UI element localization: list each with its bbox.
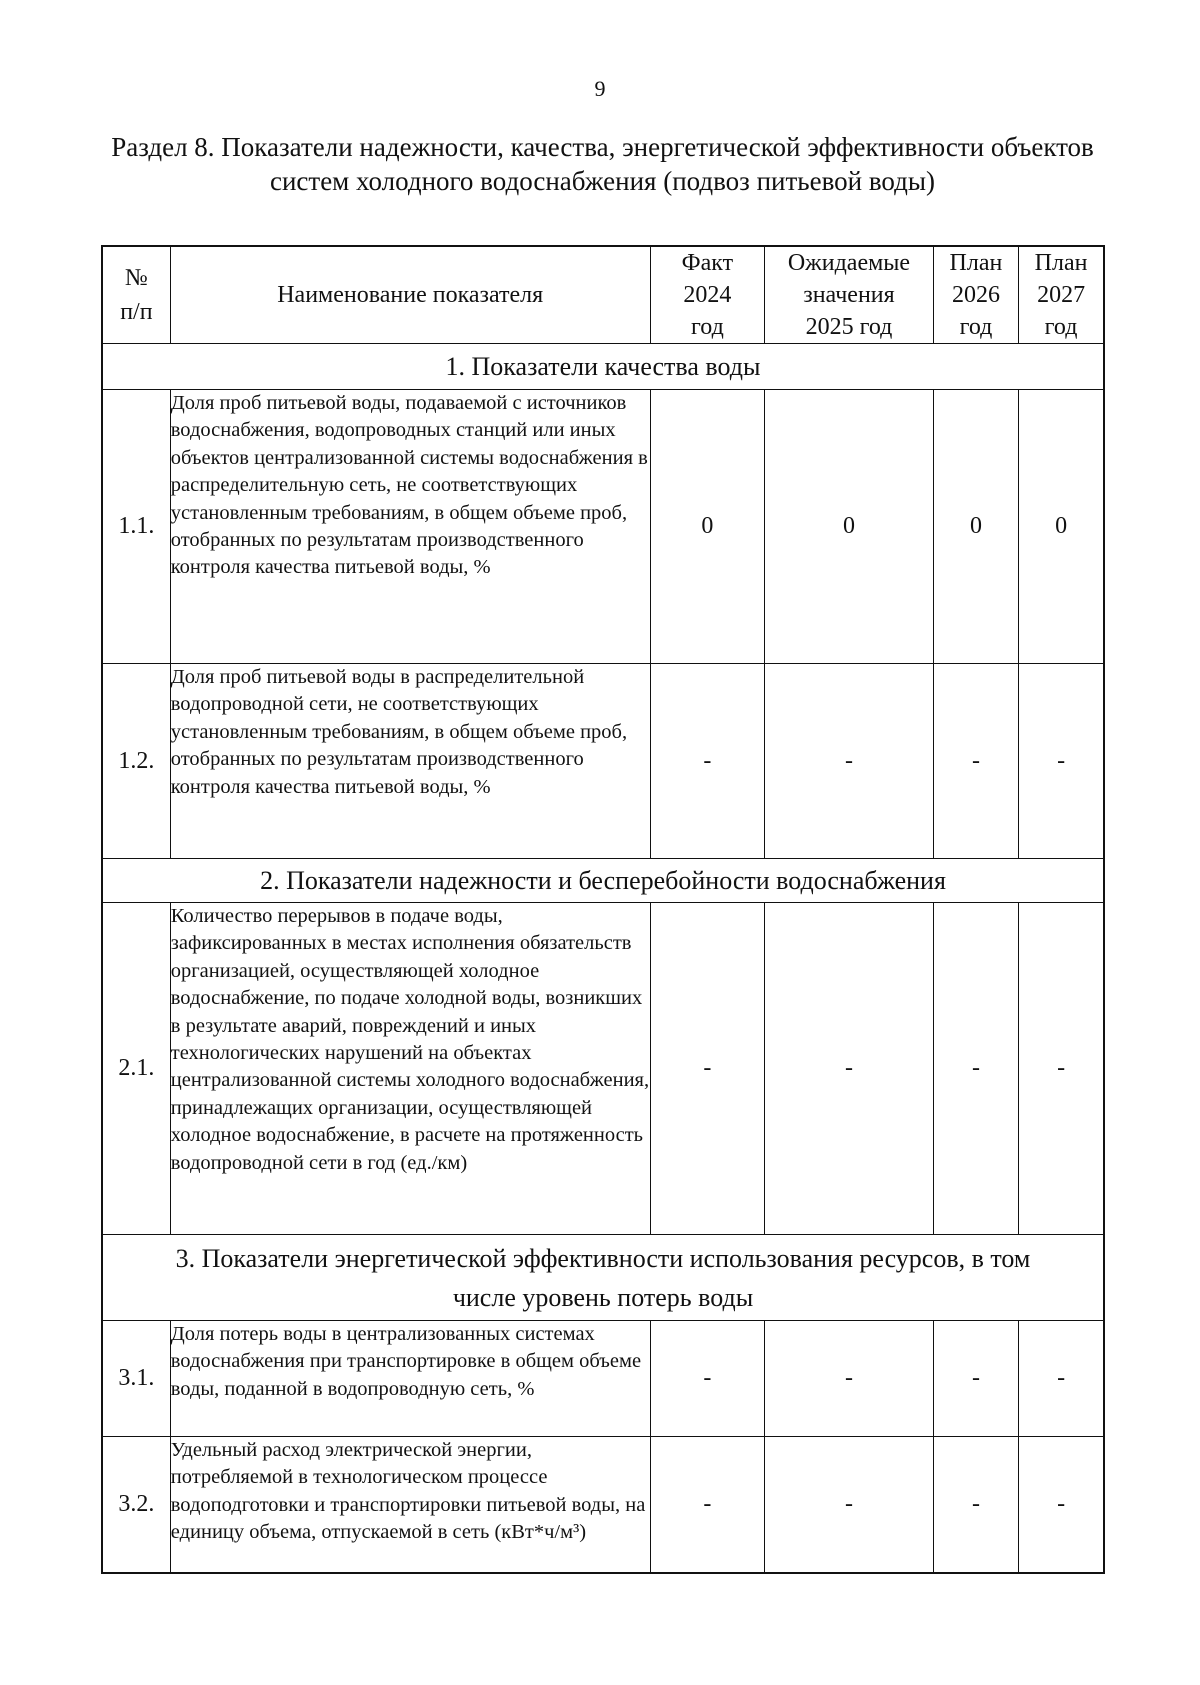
table-header-row [102, 246, 1104, 344]
header-plan2026-line-2: 2026 [951, 282, 1000, 308]
header-num-line-1: № [124, 265, 148, 291]
header-plan-2027 [1019, 246, 1104, 344]
value-expected-2025: - [765, 1321, 934, 1437]
value-plan-2027: 0 [1019, 390, 1104, 664]
value-fact-2024: - [650, 1321, 764, 1437]
row-number: 1.1. [102, 390, 170, 664]
table-row [102, 1437, 1104, 1573]
indicator-name: Доля проб питьевой воды в распределительной водопроводной сети, не соответствующих установленным требованиям, в общем объеме проб, отобранных по результатам производственного контроля качества питьевой воды, % [170, 664, 650, 859]
heading-line-1: Раздел 8. Показатели надежности, качества, энергетической эффективности объектов [111, 132, 1094, 162]
table-row [102, 390, 1104, 664]
table-row [102, 903, 1104, 1235]
section-heading [80, 130, 1125, 198]
table-row [102, 664, 1104, 859]
section-row [102, 344, 1104, 390]
value-plan-2027: - [1019, 903, 1104, 1235]
value-fact-2024: - [650, 903, 764, 1235]
value-plan-2027: - [1019, 664, 1104, 859]
value-plan-2027: - [1019, 1437, 1104, 1573]
header-fact-line-2: 2024 [683, 282, 732, 308]
header-plan2027-line-2: 2027 [1037, 282, 1086, 308]
value-expected-2025: - [765, 664, 934, 859]
header-plan2027-line-1: План [1034, 250, 1088, 276]
header-expected-2025 [765, 246, 934, 344]
header-expected-line-2: значения [803, 282, 895, 308]
header-plan2027-line-3: год [1044, 314, 1078, 340]
value-expected-2025: - [765, 903, 934, 1235]
value-plan-2026: 0 [933, 390, 1018, 664]
indicators-table [101, 245, 1105, 1574]
value-expected-2025: 0 [765, 390, 934, 664]
indicator-name: Удельный расход электрической энергии, потребляемой в технологическом процессе водоподготовки и транспортировки питьевой воды, на единицу объема, отпускаемой в сеть (кВт*ч/м³) [170, 1437, 650, 1573]
value-fact-2024: - [650, 664, 764, 859]
section-row [102, 1235, 1104, 1321]
row-number: 2.1. [102, 903, 170, 1235]
table-row [102, 1321, 1104, 1437]
header-plan2026-line-3: год [959, 314, 993, 340]
indicator-name: Доля проб питьевой воды, подаваемой с источников водоснабжения, водопроводных станций или иных объектов централизованной системы водоснабжения в распределительную сеть, не соответствующих установленным требованиям, в общем объеме проб, отобранных по результатам производственного контроля качества питьевой воды, % [170, 390, 650, 664]
value-plan-2026: - [933, 903, 1018, 1235]
row-number: 1.2. [102, 664, 170, 859]
indicator-name: Количество перерывов в подаче воды, зафиксированных в местах исполнения обязательств организацией, осуществляющей холодное водоснабжение, по подаче холодной воды, возникших в результате аварий, повреждений и иных технологических нарушений на объектах централизованной системы холодного водоснабжения, принадлежащих организации, осуществляющей холодное водоснабжение, в расчете на протяженность водопроводной сети в год (ед./км) [170, 903, 650, 1235]
row-number: 3.2. [102, 1437, 170, 1573]
header-fact-line-3: год [691, 314, 724, 340]
row-number: 3.1. [102, 1321, 170, 1437]
section-title-3: 3. Показатели энергетической эффективности использования ресурсов, в том числе уровень потерь воды [102, 1235, 1104, 1321]
header-fact-2024 [650, 246, 764, 344]
header-num-line-2: п/п [120, 299, 153, 325]
value-plan-2026: - [933, 664, 1018, 859]
value-plan-2027: - [1019, 1321, 1104, 1437]
value-plan-2026: - [933, 1321, 1018, 1437]
value-fact-2024: - [650, 1437, 764, 1573]
header-num [102, 246, 170, 344]
section-title-2: 2. Показатели надежности и бесперебойности водоснабжения [102, 859, 1104, 903]
indicator-name: Доля потерь воды в централизованных системах водоснабжения при транспортировке в общем объеме воды, поданной в водопроводную сеть, % [170, 1321, 650, 1437]
header-plan-2026 [933, 246, 1018, 344]
header-expected-line-3: 2025 год [805, 314, 893, 340]
header-plan2026-line-1: План [949, 250, 1003, 276]
value-plan-2026: - [933, 1437, 1018, 1573]
header-expected-line-1: Ожидаемые [787, 250, 911, 276]
value-expected-2025: - [765, 1437, 934, 1573]
section-title-1: 1. Показатели качества воды [102, 344, 1104, 390]
header-name: Наименование показателя [170, 246, 650, 344]
section-row [102, 859, 1104, 903]
page-number: 9 [594, 76, 606, 101]
value-fact-2024: 0 [650, 390, 764, 664]
heading-line-2: систем холодного водоснабжения (подвоз питьевой воды) [269, 166, 935, 196]
header-fact-line-1: Факт [681, 250, 734, 276]
